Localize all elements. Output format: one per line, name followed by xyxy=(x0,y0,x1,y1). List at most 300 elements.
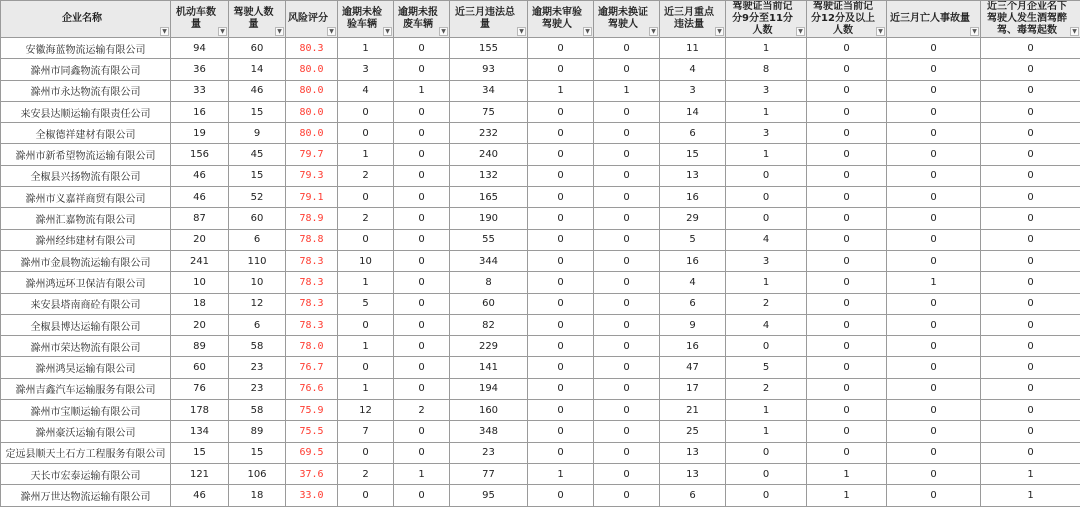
table-cell[interactable]: 0 xyxy=(807,144,887,165)
table-cell[interactable]: 19 xyxy=(171,123,229,144)
table-cell[interactable]: 5 xyxy=(726,357,807,378)
company-name-cell[interactable]: 滁州万世达物流运输有限公司 xyxy=(1,485,171,506)
table-cell[interactable]: 2 xyxy=(394,400,450,421)
column-header-7[interactable] xyxy=(528,1,594,38)
table-cell[interactable]: 0 xyxy=(528,229,594,250)
table-cell[interactable]: 2 xyxy=(726,293,807,314)
table-cell[interactable]: 0 xyxy=(394,272,450,293)
company-name-cell[interactable]: 天长市宏泰运输有限公司 xyxy=(1,463,171,484)
table-cell[interactable]: 77 xyxy=(450,463,528,484)
table-cell[interactable]: 0 xyxy=(594,272,660,293)
table-cell[interactable]: 1 xyxy=(528,80,594,101)
table-cell[interactable]: 0 xyxy=(528,442,594,463)
table-cell[interactable]: 4 xyxy=(726,314,807,335)
risk-score-cell[interactable]: 69.5 xyxy=(286,442,338,463)
table-cell[interactable]: 0 xyxy=(594,187,660,208)
table-cell[interactable]: 156 xyxy=(171,144,229,165)
table-cell[interactable]: 17 xyxy=(660,378,726,399)
table-cell[interactable]: 229 xyxy=(450,336,528,357)
table-cell[interactable]: 0 xyxy=(528,485,594,506)
risk-score-cell[interactable]: 78.0 xyxy=(286,336,338,357)
table-cell[interactable]: 0 xyxy=(981,123,1080,144)
table-cell[interactable]: 0 xyxy=(981,314,1080,335)
risk-score-cell[interactable]: 79.1 xyxy=(286,187,338,208)
company-name-cell[interactable]: 全椒县兴扬物流有限公司 xyxy=(1,165,171,186)
table-cell[interactable]: 13 xyxy=(660,463,726,484)
table-cell[interactable]: 0 xyxy=(594,59,660,80)
table-cell[interactable]: 0 xyxy=(981,165,1080,186)
table-cell[interactable]: 89 xyxy=(229,421,286,442)
table-cell[interactable]: 46 xyxy=(229,80,286,101)
table-cell[interactable]: 0 xyxy=(594,485,660,506)
table-cell[interactable]: 0 xyxy=(394,293,450,314)
table-cell[interactable]: 0 xyxy=(807,421,887,442)
column-header-10[interactable] xyxy=(726,1,807,38)
table-cell[interactable]: 10 xyxy=(171,272,229,293)
table-cell[interactable]: 121 xyxy=(171,463,229,484)
filter-dropdown-icon[interactable]: ▼ xyxy=(439,27,448,36)
table-cell[interactable]: 0 xyxy=(887,314,981,335)
table-cell[interactable]: 0 xyxy=(394,442,450,463)
table-cell[interactable]: 0 xyxy=(594,378,660,399)
table-cell[interactable]: 6 xyxy=(660,123,726,144)
filter-dropdown-icon[interactable]: ▼ xyxy=(218,27,227,36)
table-cell[interactable]: 0 xyxy=(394,187,450,208)
table-cell[interactable]: 155 xyxy=(450,38,528,59)
table-cell[interactable]: 0 xyxy=(528,123,594,144)
table-cell[interactable]: 14 xyxy=(229,59,286,80)
table-cell[interactable]: 0 xyxy=(394,144,450,165)
table-cell[interactable]: 190 xyxy=(450,208,528,229)
table-cell[interactable]: 0 xyxy=(594,208,660,229)
table-cell[interactable]: 0 xyxy=(887,80,981,101)
table-cell[interactable]: 160 xyxy=(450,400,528,421)
filter-dropdown-icon[interactable]: ▼ xyxy=(1070,27,1079,36)
table-cell[interactable]: 0 xyxy=(594,463,660,484)
table-cell[interactable]: 0 xyxy=(807,208,887,229)
table-cell[interactable]: 0 xyxy=(807,442,887,463)
table-cell[interactable]: 8 xyxy=(726,59,807,80)
table-cell[interactable]: 0 xyxy=(981,38,1080,59)
risk-score-cell[interactable]: 79.7 xyxy=(286,144,338,165)
table-cell[interactable]: 0 xyxy=(887,336,981,357)
table-cell[interactable]: 0 xyxy=(981,250,1080,271)
table-cell[interactable]: 11 xyxy=(660,38,726,59)
table-cell[interactable]: 0 xyxy=(887,293,981,314)
table-cell[interactable]: 60 xyxy=(450,293,528,314)
table-cell[interactable]: 0 xyxy=(981,59,1080,80)
risk-score-cell[interactable]: 75.9 xyxy=(286,400,338,421)
table-cell[interactable]: 0 xyxy=(594,357,660,378)
table-cell[interactable]: 0 xyxy=(528,314,594,335)
table-cell[interactable]: 0 xyxy=(887,442,981,463)
company-name-cell[interactable]: 来安县塔南商砼有限公司 xyxy=(1,293,171,314)
table-cell[interactable]: 0 xyxy=(887,463,981,484)
table-cell[interactable]: 0 xyxy=(394,59,450,80)
table-cell[interactable]: 89 xyxy=(171,336,229,357)
table-cell[interactable]: 0 xyxy=(981,208,1080,229)
company-name-cell[interactable]: 滁州市荣达物流有限公司 xyxy=(1,336,171,357)
table-cell[interactable]: 1 xyxy=(726,400,807,421)
table-cell[interactable]: 348 xyxy=(450,421,528,442)
company-name-cell[interactable]: 滁州吉鑫汽车运输服务有限公司 xyxy=(1,378,171,399)
table-cell[interactable]: 0 xyxy=(528,144,594,165)
table-cell[interactable]: 4 xyxy=(338,80,394,101)
table-cell[interactable]: 0 xyxy=(338,187,394,208)
table-cell[interactable]: 6 xyxy=(229,314,286,335)
table-cell[interactable]: 20 xyxy=(171,314,229,335)
table-cell[interactable]: 1 xyxy=(887,272,981,293)
risk-score-cell[interactable]: 78.9 xyxy=(286,208,338,229)
table-cell[interactable]: 3 xyxy=(726,123,807,144)
table-cell[interactable]: 0 xyxy=(594,336,660,357)
table-cell[interactable]: 3 xyxy=(726,80,807,101)
table-cell[interactable]: 106 xyxy=(229,463,286,484)
company-name-cell[interactable]: 滁州经纬建材有限公司 xyxy=(1,229,171,250)
filter-dropdown-icon[interactable]: ▼ xyxy=(970,27,979,36)
table-cell[interactable]: 0 xyxy=(594,144,660,165)
company-name-cell[interactable]: 滁州鸿远环卫保洁有限公司 xyxy=(1,272,171,293)
table-cell[interactable]: 1 xyxy=(528,463,594,484)
table-cell[interactable]: 4 xyxy=(660,59,726,80)
table-cell[interactable]: 6 xyxy=(660,485,726,506)
table-cell[interactable]: 0 xyxy=(338,314,394,335)
table-cell[interactable]: 241 xyxy=(171,250,229,271)
table-cell[interactable]: 0 xyxy=(807,378,887,399)
table-cell[interactable]: 0 xyxy=(887,165,981,186)
table-cell[interactable]: 0 xyxy=(887,123,981,144)
risk-score-cell[interactable]: 80.0 xyxy=(286,59,338,80)
table-cell[interactable]: 25 xyxy=(660,421,726,442)
table-cell[interactable]: 0 xyxy=(594,123,660,144)
risk-score-cell[interactable]: 78.3 xyxy=(286,250,338,271)
company-name-cell[interactable]: 滁州市义嘉祥商贸有限公司 xyxy=(1,187,171,208)
company-name-cell[interactable]: 滁州鸿昊运输有限公司 xyxy=(1,357,171,378)
table-cell[interactable]: 14 xyxy=(660,101,726,122)
table-cell[interactable]: 0 xyxy=(394,165,450,186)
filter-dropdown-icon[interactable]: ▼ xyxy=(583,27,592,36)
filter-dropdown-icon[interactable]: ▼ xyxy=(275,27,284,36)
table-cell[interactable]: 3 xyxy=(726,250,807,271)
table-cell[interactable]: 132 xyxy=(450,165,528,186)
table-cell[interactable]: 0 xyxy=(528,38,594,59)
table-cell[interactable]: 0 xyxy=(981,336,1080,357)
filter-dropdown-icon[interactable]: ▼ xyxy=(383,27,392,36)
risk-score-cell[interactable]: 33.0 xyxy=(286,485,338,506)
table-cell[interactable]: 0 xyxy=(528,421,594,442)
table-cell[interactable]: 0 xyxy=(338,229,394,250)
risk-score-cell[interactable]: 78.8 xyxy=(286,229,338,250)
table-cell[interactable]: 23 xyxy=(229,357,286,378)
table-cell[interactable]: 0 xyxy=(394,229,450,250)
table-cell[interactable]: 82 xyxy=(450,314,528,335)
table-cell[interactable]: 46 xyxy=(171,485,229,506)
table-cell[interactable]: 1 xyxy=(726,101,807,122)
table-cell[interactable]: 13 xyxy=(660,442,726,463)
table-cell[interactable]: 0 xyxy=(394,314,450,335)
table-cell[interactable]: 5 xyxy=(660,229,726,250)
table-cell[interactable]: 58 xyxy=(229,400,286,421)
table-cell[interactable]: 0 xyxy=(528,400,594,421)
table-cell[interactable]: 0 xyxy=(807,101,887,122)
table-cell[interactable]: 5 xyxy=(338,293,394,314)
table-cell[interactable]: 10 xyxy=(229,272,286,293)
column-header-0[interactable] xyxy=(1,1,171,38)
table-cell[interactable]: 0 xyxy=(528,59,594,80)
risk-score-cell[interactable]: 80.0 xyxy=(286,101,338,122)
table-cell[interactable]: 16 xyxy=(171,101,229,122)
table-cell[interactable]: 0 xyxy=(981,357,1080,378)
table-cell[interactable]: 0 xyxy=(981,378,1080,399)
column-header-5[interactable] xyxy=(394,1,450,38)
table-cell[interactable]: 52 xyxy=(229,187,286,208)
table-cell[interactable]: 0 xyxy=(394,336,450,357)
table-cell[interactable]: 0 xyxy=(594,38,660,59)
company-name-cell[interactable]: 滁州市宝顺运输有限公司 xyxy=(1,400,171,421)
table-cell[interactable]: 0 xyxy=(726,463,807,484)
company-name-cell[interactable]: 安徽海蓝物流运输有限公司 xyxy=(1,38,171,59)
table-cell[interactable]: 9 xyxy=(229,123,286,144)
table-cell[interactable]: 0 xyxy=(887,250,981,271)
filter-dropdown-icon[interactable]: ▼ xyxy=(160,27,169,36)
table-cell[interactable]: 8 xyxy=(450,272,528,293)
table-cell[interactable]: 0 xyxy=(981,442,1080,463)
table-cell[interactable]: 0 xyxy=(981,80,1080,101)
table-cell[interactable]: 0 xyxy=(807,336,887,357)
column-header-6[interactable] xyxy=(450,1,528,38)
table-cell[interactable]: 2 xyxy=(726,378,807,399)
table-cell[interactable]: 0 xyxy=(807,59,887,80)
table-cell[interactable]: 0 xyxy=(594,400,660,421)
table-cell[interactable]: 110 xyxy=(229,250,286,271)
filter-dropdown-icon[interactable]: ▼ xyxy=(327,27,336,36)
table-cell[interactable]: 0 xyxy=(887,144,981,165)
risk-score-cell[interactable]: 76.7 xyxy=(286,357,338,378)
table-cell[interactable]: 0 xyxy=(807,272,887,293)
risk-score-cell[interactable]: 78.3 xyxy=(286,272,338,293)
risk-score-cell[interactable]: 75.5 xyxy=(286,421,338,442)
table-cell[interactable]: 15 xyxy=(171,442,229,463)
table-cell[interactable]: 29 xyxy=(660,208,726,229)
table-cell[interactable]: 1 xyxy=(594,80,660,101)
risk-score-cell[interactable]: 80.0 xyxy=(286,80,338,101)
table-cell[interactable]: 0 xyxy=(887,208,981,229)
table-cell[interactable]: 36 xyxy=(171,59,229,80)
risk-score-cell[interactable]: 80.3 xyxy=(286,38,338,59)
table-cell[interactable]: 134 xyxy=(171,421,229,442)
table-cell[interactable]: 16 xyxy=(660,336,726,357)
table-cell[interactable]: 0 xyxy=(807,38,887,59)
table-cell[interactable]: 75 xyxy=(450,101,528,122)
table-cell[interactable]: 240 xyxy=(450,144,528,165)
table-cell[interactable]: 0 xyxy=(981,144,1080,165)
table-cell[interactable]: 60 xyxy=(171,357,229,378)
table-cell[interactable]: 0 xyxy=(726,187,807,208)
column-header-12[interactable] xyxy=(887,1,981,38)
filter-dropdown-icon[interactable]: ▼ xyxy=(517,27,526,36)
table-cell[interactable]: 9 xyxy=(660,314,726,335)
column-header-13[interactable] xyxy=(981,1,1080,38)
table-cell[interactable]: 0 xyxy=(726,336,807,357)
table-cell[interactable]: 2 xyxy=(338,463,394,484)
table-cell[interactable]: 16 xyxy=(660,187,726,208)
table-cell[interactable]: 0 xyxy=(528,357,594,378)
table-cell[interactable]: 0 xyxy=(594,314,660,335)
table-cell[interactable]: 4 xyxy=(660,272,726,293)
table-cell[interactable]: 0 xyxy=(887,400,981,421)
table-cell[interactable]: 0 xyxy=(807,123,887,144)
table-cell[interactable]: 0 xyxy=(394,378,450,399)
table-cell[interactable]: 12 xyxy=(338,400,394,421)
table-cell[interactable]: 0 xyxy=(807,400,887,421)
table-cell[interactable]: 0 xyxy=(528,101,594,122)
table-cell[interactable]: 1 xyxy=(338,272,394,293)
table-cell[interactable]: 2 xyxy=(338,165,394,186)
table-cell[interactable]: 0 xyxy=(394,123,450,144)
table-cell[interactable]: 0 xyxy=(594,101,660,122)
company-name-cell[interactable]: 滁州市金晨物流运输有限公司 xyxy=(1,250,171,271)
table-cell[interactable]: 15 xyxy=(229,165,286,186)
table-cell[interactable]: 13 xyxy=(660,165,726,186)
table-cell[interactable]: 45 xyxy=(229,144,286,165)
table-cell[interactable]: 58 xyxy=(229,336,286,357)
table-cell[interactable]: 1 xyxy=(338,378,394,399)
risk-score-cell[interactable]: 80.0 xyxy=(286,123,338,144)
table-cell[interactable]: 0 xyxy=(394,101,450,122)
table-cell[interactable]: 0 xyxy=(807,187,887,208)
table-cell[interactable]: 94 xyxy=(171,38,229,59)
table-cell[interactable]: 0 xyxy=(981,101,1080,122)
table-cell[interactable]: 1 xyxy=(726,421,807,442)
table-cell[interactable]: 0 xyxy=(887,485,981,506)
table-cell[interactable]: 0 xyxy=(807,250,887,271)
table-cell[interactable]: 16 xyxy=(660,250,726,271)
table-cell[interactable]: 0 xyxy=(594,442,660,463)
table-cell[interactable]: 1 xyxy=(726,38,807,59)
column-header-9[interactable] xyxy=(660,1,726,38)
table-cell[interactable]: 0 xyxy=(528,208,594,229)
risk-score-cell[interactable]: 78.3 xyxy=(286,293,338,314)
table-cell[interactable]: 60 xyxy=(229,208,286,229)
company-name-cell[interactable]: 滁州市新希望物流运输有限公司 xyxy=(1,144,171,165)
table-cell[interactable]: 87 xyxy=(171,208,229,229)
table-cell[interactable]: 23 xyxy=(229,378,286,399)
table-cell[interactable]: 15 xyxy=(229,101,286,122)
table-cell[interactable]: 0 xyxy=(807,357,887,378)
table-cell[interactable]: 76 xyxy=(171,378,229,399)
table-cell[interactable]: 7 xyxy=(338,421,394,442)
table-cell[interactable]: 0 xyxy=(807,229,887,250)
table-cell[interactable]: 0 xyxy=(726,165,807,186)
table-cell[interactable]: 18 xyxy=(229,485,286,506)
table-cell[interactable]: 1 xyxy=(338,144,394,165)
table-cell[interactable]: 6 xyxy=(229,229,286,250)
table-cell[interactable]: 0 xyxy=(528,165,594,186)
company-name-cell[interactable]: 滁州豪沃运输有限公司 xyxy=(1,421,171,442)
table-cell[interactable]: 34 xyxy=(450,80,528,101)
table-cell[interactable]: 0 xyxy=(807,314,887,335)
table-cell[interactable]: 0 xyxy=(338,442,394,463)
table-cell[interactable]: 0 xyxy=(528,272,594,293)
table-cell[interactable]: 0 xyxy=(594,165,660,186)
table-cell[interactable]: 0 xyxy=(887,378,981,399)
table-cell[interactable]: 15 xyxy=(660,144,726,165)
table-cell[interactable]: 0 xyxy=(807,293,887,314)
table-cell[interactable]: 194 xyxy=(450,378,528,399)
table-cell[interactable]: 0 xyxy=(887,101,981,122)
table-cell[interactable]: 0 xyxy=(887,421,981,442)
company-name-cell[interactable]: 全椒德祥建材有限公司 xyxy=(1,123,171,144)
table-cell[interactable]: 33 xyxy=(171,80,229,101)
table-cell[interactable]: 0 xyxy=(887,59,981,80)
table-cell[interactable]: 1 xyxy=(807,485,887,506)
table-cell[interactable]: 1 xyxy=(981,485,1080,506)
company-name-cell[interactable]: 滁州市永达物流有限公司 xyxy=(1,80,171,101)
table-cell[interactable]: 1 xyxy=(726,144,807,165)
company-name-cell[interactable]: 滁州市同鑫物流有限公司 xyxy=(1,59,171,80)
table-cell[interactable]: 55 xyxy=(450,229,528,250)
table-cell[interactable]: 0 xyxy=(981,187,1080,208)
table-cell[interactable]: 0 xyxy=(887,357,981,378)
table-cell[interactable]: 141 xyxy=(450,357,528,378)
table-cell[interactable]: 232 xyxy=(450,123,528,144)
table-cell[interactable]: 1 xyxy=(394,80,450,101)
table-cell[interactable]: 0 xyxy=(594,293,660,314)
table-cell[interactable]: 3 xyxy=(660,80,726,101)
table-cell[interactable]: 2 xyxy=(338,208,394,229)
table-cell[interactable]: 23 xyxy=(450,442,528,463)
company-name-cell[interactable]: 定远县顺天土石方工程服务有限公司 xyxy=(1,442,171,463)
table-cell[interactable]: 18 xyxy=(171,293,229,314)
table-cell[interactable]: 0 xyxy=(394,485,450,506)
table-cell[interactable]: 10 xyxy=(338,250,394,271)
table-cell[interactable]: 1 xyxy=(726,272,807,293)
filter-dropdown-icon[interactable]: ▼ xyxy=(876,27,885,36)
table-cell[interactable]: 46 xyxy=(171,165,229,186)
table-cell[interactable]: 0 xyxy=(394,38,450,59)
column-header-4[interactable] xyxy=(338,1,394,38)
table-cell[interactable]: 0 xyxy=(528,250,594,271)
table-cell[interactable]: 0 xyxy=(981,400,1080,421)
column-header-2[interactable] xyxy=(229,1,286,38)
table-cell[interactable]: 0 xyxy=(528,187,594,208)
company-name-cell[interactable]: 全椒县博达运输有限公司 xyxy=(1,314,171,335)
table-cell[interactable]: 0 xyxy=(528,293,594,314)
table-cell[interactable]: 1 xyxy=(338,38,394,59)
table-cell[interactable]: 0 xyxy=(338,485,394,506)
table-cell[interactable]: 178 xyxy=(171,400,229,421)
table-cell[interactable]: 93 xyxy=(450,59,528,80)
table-cell[interactable]: 0 xyxy=(394,208,450,229)
table-cell[interactable]: 0 xyxy=(594,229,660,250)
table-cell[interactable]: 0 xyxy=(394,421,450,442)
column-header-8[interactable] xyxy=(594,1,660,38)
filter-dropdown-icon[interactable]: ▼ xyxy=(715,27,724,36)
column-header-11[interactable] xyxy=(807,1,887,38)
table-cell[interactable]: 12 xyxy=(229,293,286,314)
table-cell[interactable]: 4 xyxy=(726,229,807,250)
table-cell[interactable]: 0 xyxy=(981,293,1080,314)
table-cell[interactable]: 0 xyxy=(394,357,450,378)
table-cell[interactable]: 0 xyxy=(338,123,394,144)
table-cell[interactable]: 47 xyxy=(660,357,726,378)
table-cell[interactable]: 0 xyxy=(981,272,1080,293)
table-cell[interactable]: 165 xyxy=(450,187,528,208)
table-cell[interactable]: 0 xyxy=(338,357,394,378)
table-cell[interactable]: 0 xyxy=(338,101,394,122)
table-cell[interactable]: 20 xyxy=(171,229,229,250)
table-cell[interactable]: 21 xyxy=(660,400,726,421)
